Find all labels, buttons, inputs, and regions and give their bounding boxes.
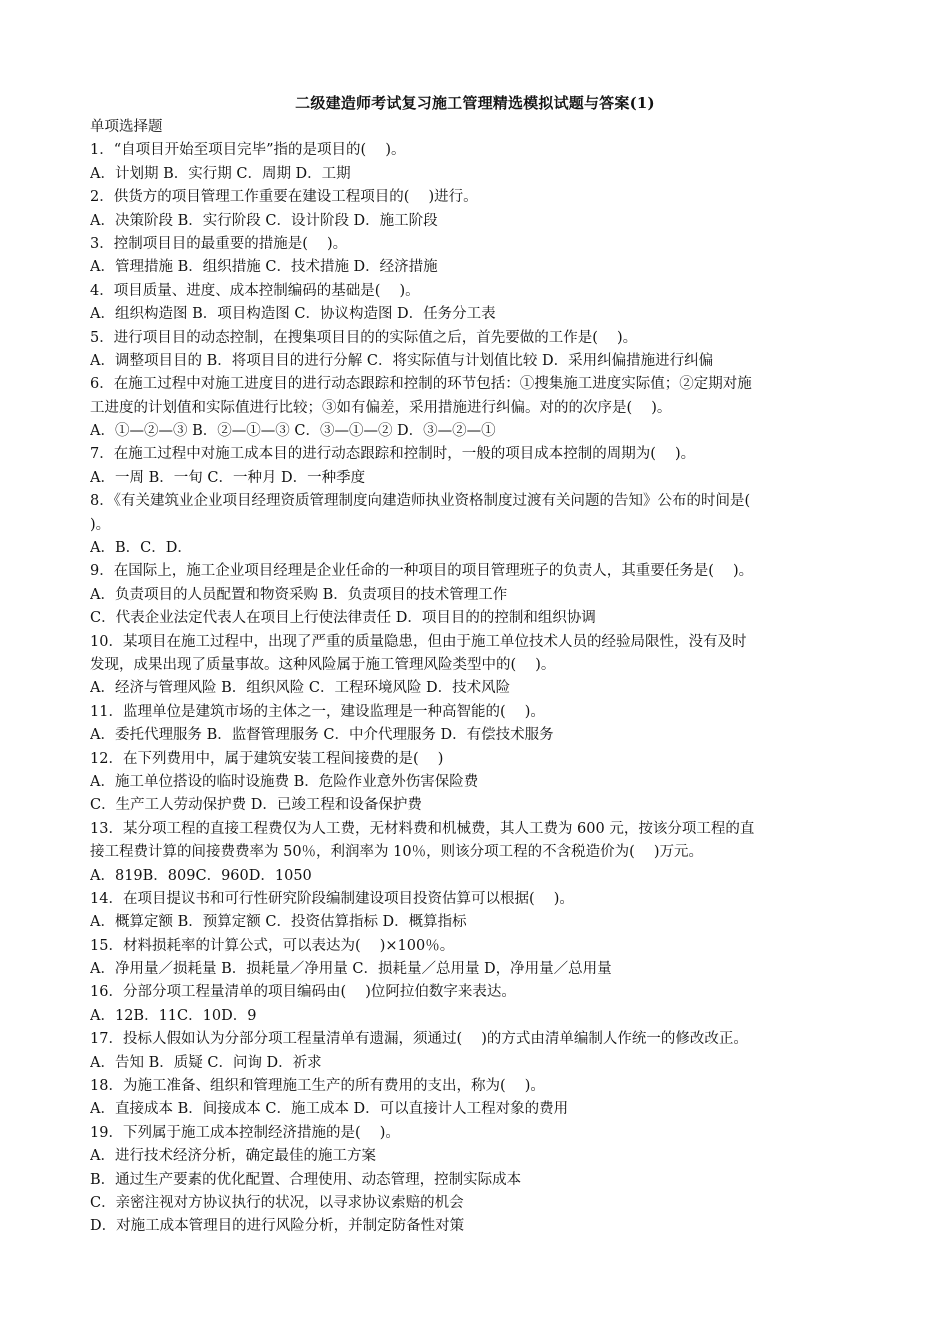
text-line: 1．“自项目开始至项目完毕”指的是项目的( )。	[90, 142, 406, 159]
text-line: A．一周 B．一旬 C．一种月 D．一种季度	[90, 469, 366, 486]
text-line: 6．在施工过程中对施工进度目的进行动态跟踪和控制的环节包括：①搜集施工进度实际值；②定期对施	[90, 376, 752, 393]
text-line: A．进行技术经济分析，确定最佳的施工方案	[90, 1148, 376, 1165]
text-line: A．组织构造图 B．项目构造图 C．协议构造图 D．任务分工表	[90, 306, 496, 323]
text-line: A．施工单位搭设的临时设施费 B．危险作业意外伤害保险费	[90, 773, 479, 790]
text-line: A．12B．11C．10D．9	[90, 1007, 257, 1024]
text-line: 13．某分项工程的直接工程费仅为人工费，无材料费和机械费，其人工费为 600 元，按该分项工程的直	[90, 820, 755, 837]
text-line: C．代表企业法定代表人在项目上行使法律责任 D．项目目的的控制和组织协调	[90, 610, 596, 627]
text-line: )。	[90, 516, 111, 533]
text-line: 4．项目质量、进度、成本控制编码的基础是( )。	[90, 282, 420, 299]
text-line: A．B．C．D．	[90, 540, 192, 557]
text-line: C．亲密注视对方协议执行的状况，以寻求协议索赔的机会	[90, 1194, 464, 1211]
text-line: C．生产工人劳动保护费 D．已竣工程和设备保护费	[90, 797, 422, 814]
text-line: 7．在施工过程中对施工成本目的进行动态跟踪和控制时，一般的项目成本控制的周期为( )。	[90, 446, 696, 463]
text-line: 2．供货方的项目管理工作重要在建设工程项目的( )进行。	[90, 189, 478, 206]
text-line: A．①—②—③ B．②—①—③ C．③—①—② D．③—②—①	[90, 423, 496, 440]
text-line: A．概算定额 B．预算定额 C．投资估算指标 D．概算指标	[90, 914, 467, 931]
text-line: 3．控制项目目的最重要的措施是( )。	[90, 235, 348, 252]
text-line: A．调整项目目的 B．将项目目的进行分解 C．将实际值与计划值比较 D．采用纠偏措施进行纠偏	[90, 352, 714, 369]
text-line: A．计划期 B．实行期 C．周期 D．工期	[90, 165, 351, 182]
text-line: A．净用量／损耗量 B．损耗量／净用量 C．损耗量／总用量 D，净用量／总用量	[90, 961, 612, 978]
text-line: 发现，成果出现了质量事故。这种风险属于施工管理风险类型中的( )。	[90, 656, 556, 673]
text-line: A．经济与管理风险 B．组织风险 C．工程环境风险 D．技术风险	[90, 680, 511, 697]
text-line: 14．在项目提议书和可行性研究阶段编制建设项目投资估算可以根据( )。	[90, 890, 574, 907]
document-title: 二级建造师考试复习施工管理精选模拟试题与答案(1)	[295, 94, 655, 112]
text-line: A．告知 B．质疑 C．问询 D．祈求	[90, 1054, 322, 1071]
text-line: 8．《有关建筑业企业项目经理资质管理制度向建造师执业资格制度过渡有关问题的告知》公布的时间是(	[90, 493, 751, 510]
text-line: 工进度的计划值和实际值进行比较；③如有偏差，采用措施进行纠偏。对的的次序是( )。	[90, 399, 672, 416]
text-line: A．负责项目的人员配置和物资采购 B．负责项目的技术管理工作	[90, 586, 508, 603]
text-line: 接工程费计算的间接费费率为 50％，利润率为 10％，则该分项工程的不含税造价为( )万元。	[90, 844, 704, 861]
text-line: A．直接成本 B．间接成本 C．施工成本 D．可以直接计人工程对象的费用	[90, 1101, 569, 1118]
text-line: A．819B．809C．960D．1050	[90, 867, 312, 884]
text-line: D．对施工成本管理目的进行风险分析，并制定防备性对策	[90, 1218, 465, 1235]
text-line: A．管理措施 B．组织措施 C．技术措施 D．经济措施	[90, 259, 438, 276]
text-line: 18．为施工准备、组织和管理施工生产的所有费用的支出，称为( )。	[90, 1078, 545, 1095]
text-line: 17．投标人假如认为分部分项工程量清单有遗漏，须通过( )的方式由清单编制人作统一的修改改正。	[90, 1031, 748, 1048]
document-body	[90, 116, 862, 1239]
text-line: A．委托代理服务 B．监督管理服务 C．中介代理服务 D．有偿技术服务	[90, 727, 554, 744]
text-line: 15．材料损耗率的计算公式，可以表达为( )×100％。	[90, 937, 455, 954]
text-line: 10．某项目在施工过程中，出现了严重的质量隐患，但由于施工单位技术人员的经验局限性，没有及时	[90, 633, 747, 650]
text-line: 19．下列属于施工成本控制经济措施的是( )。	[90, 1124, 400, 1141]
text-line: A．决策阶段 B．实行阶段 C．设计阶段 D．施工阶段	[90, 212, 438, 229]
text-line: 12．在下列费用中，属于建筑安装工程间接费的是( )	[90, 750, 444, 767]
text-line: B．通过生产要素的优化配置、合理使用、动态管理，控制实际成本	[90, 1171, 522, 1188]
text-line: 16．分部分项工程量清单的项目编码由( )位阿拉伯数字来表达。	[90, 984, 516, 1001]
text-line: 11．监理单位是建筑市场的主体之一，建设监理是一种高智能的( )。	[90, 703, 545, 720]
text-line: 5．进行项目目的动态控制，在搜集项目目的的实际值之后，首先要做的工作是( )。	[90, 329, 638, 346]
text-line: 9．在国际上，施工企业项目经理是企业任命的一种项目的项目管理班子的负责人，其重要任务是( )。	[90, 563, 754, 580]
section-heading: 单项选择题	[90, 119, 163, 135]
